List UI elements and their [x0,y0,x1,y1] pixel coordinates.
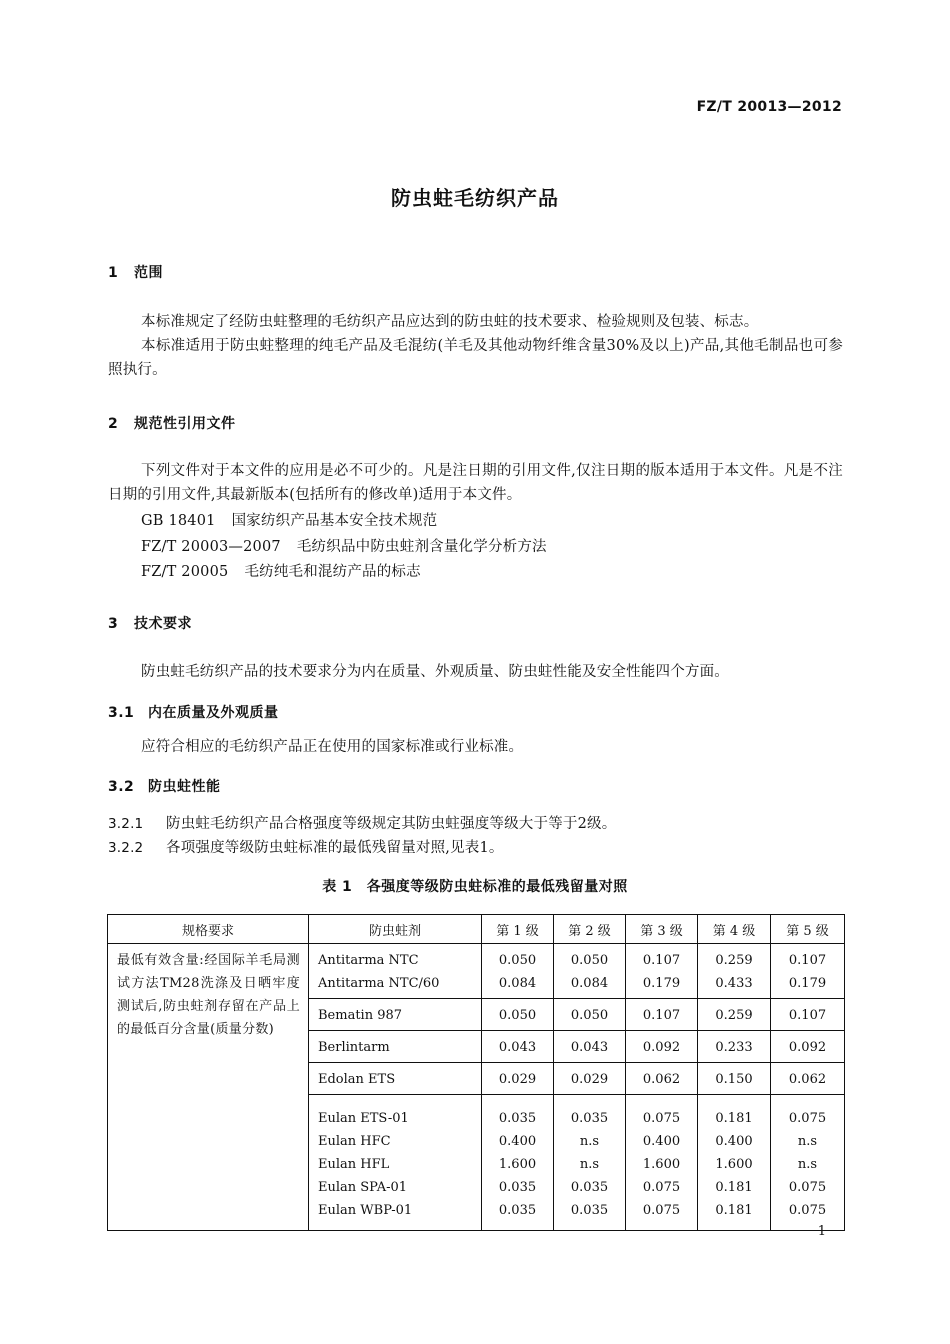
grade-value: 0.084 [570,976,609,991]
section-number: 2 [108,416,119,432]
grade-value-cell [698,944,771,999]
column-header: 第 1 级 [482,915,554,944]
column-header: 防虫蛀剂 [309,915,482,944]
section-1-paragraph-2: 本标准适用于防虫蛀整理的纯毛产品及毛混纺(羊毛及其他动物纤维含量30%及以上)产品,其他毛制品也可参照执行。 [108,338,843,378]
clause-text: 各项强度等级防虫蛀标准的最低残留量对照,见表1。 [166,840,504,856]
section-title: 防虫蛀性能 [148,779,221,795]
grade-value-cell [698,1031,771,1063]
grade-value: 0.075 [642,1180,681,1195]
reference-name: 国家纺织产品基本安全技术规范 [231,513,438,529]
section-1-heading [108,262,163,282]
grade-value-cell [771,944,845,999]
column-header: 规格要求 [108,915,309,944]
table-header-row [108,915,845,944]
agent-cell [309,1031,482,1063]
section-3-paragraph-1: 防虫蛀毛纺织产品的技术要求分为内在质量、外观质量、防虫蛀性能及安全性能四个方面。 [141,664,729,680]
grade-value-cell [554,944,626,999]
grade-value-cell [626,999,698,1031]
grade-value: 0.181 [715,1203,753,1218]
grade-value: 0.035 [570,1180,609,1195]
grade-value: 1.600 [498,1157,537,1172]
grade-value: 0.035 [498,1111,537,1126]
grade-value: 0.075 [788,1111,827,1126]
grade-value-cell [698,1095,771,1231]
section-2-paragraph-1: 下列文件对于本文件的应用是必不可少的。凡是注日期的引用文件,仅注日期的版本适用于本文件。凡是不注日期的引用文件,其最新版本(包括所有的修改单)适用于本文件。 [108,463,843,503]
section-2-heading [108,413,236,433]
grade-value: 0.035 [570,1203,609,1218]
grade-value: 0.050 [570,1008,609,1023]
agent-name: Bematin 987 [318,1008,403,1023]
grade-value-cell [482,1031,554,1063]
agent-cell [309,944,482,999]
grade-value: 0.092 [642,1040,681,1055]
grade-value-cell [626,1031,698,1063]
section-3-heading [108,613,192,633]
section-title: 技术要求 [134,616,192,632]
grade-value: 0.259 [715,953,753,968]
reference-code: FZ/T 20003—2007 [141,539,281,555]
agent-name: Antitarma NTC [318,953,419,968]
grade-value: 0.029 [570,1072,609,1087]
agent-cell [309,999,482,1031]
grade-value: 0.084 [498,976,537,991]
grade-value-cell [482,1063,554,1095]
agent-name: Eulan SPA-01 [318,1180,408,1195]
grade-value: 0.075 [788,1180,827,1195]
grade-value: 0.050 [498,953,537,968]
grade-value-cell [554,1095,626,1231]
grade-value-cell [554,1063,626,1095]
grade-value: 0.179 [788,976,827,991]
grade-value: 0.075 [788,1203,827,1218]
normative-reference [141,509,437,533]
reference-code: GB 18401 [141,513,216,529]
grade-value-cell [554,1031,626,1063]
grade-value: 0.062 [788,1072,827,1087]
grade-value-cell [482,1095,554,1231]
grade-value-cell [482,944,554,999]
grade-value-cell [626,944,698,999]
agent-name: Berlintarm [318,1040,390,1055]
grade-value: n.s [797,1157,818,1172]
grade-value: 0.107 [788,953,827,968]
clause-number: 3.2.1 [108,816,144,832]
grade-value-cell [698,999,771,1031]
table-1-caption: 表 1 各强度等级防虫蛀标准的最低残留量对照 [322,879,628,895]
section-title: 规范性引用文件 [134,416,236,432]
normative-reference [141,560,421,584]
normative-reference [141,535,547,559]
agent-name: Eulan WBP-01 [318,1203,413,1218]
column-header: 第 3 级 [626,915,698,944]
agent-cell [309,1095,482,1231]
clause-3-2-1 [108,812,616,836]
section-3-2-heading [108,776,221,796]
grade-value: 0.075 [642,1203,681,1218]
grade-value: 0.233 [715,1040,753,1055]
agent-name: Antitarma NTC/60 [318,976,440,991]
grade-value: 0.400 [498,1134,537,1149]
grade-value: 0.062 [642,1072,681,1087]
grade-value: 0.043 [570,1040,609,1055]
grade-value-cell [771,1063,845,1095]
grade-value: 0.433 [715,976,753,991]
grade-value: 0.150 [715,1072,753,1087]
grade-value: 0.181 [715,1180,753,1195]
section-3-1-heading [108,702,279,722]
reference-name: 毛纺纯毛和混纺产品的标志 [244,564,421,580]
grade-value: 0.035 [498,1203,537,1218]
section-title: 内在质量及外观质量 [148,705,279,721]
reference-code: FZ/T 20005 [141,564,229,580]
grade-value: 0.043 [498,1040,537,1055]
standard-code: FZ/T 20013—2012 [696,99,842,115]
clause-text: 防虫蛀毛纺织产品合格强度等级规定其防虫蛀强度等级大于等于2级。 [166,816,617,832]
grade-value: 0.035 [570,1111,609,1126]
grade-value: 0.029 [498,1072,537,1087]
grade-value: 0.050 [498,1008,537,1023]
table-row [108,944,845,999]
grade-value: 0.075 [642,1111,681,1126]
grade-value-cell [626,1095,698,1231]
grade-value: 0.259 [715,1008,753,1023]
grade-value: 0.107 [642,1008,681,1023]
grade-value-cell [554,999,626,1031]
section-3-1-paragraph: 应符合相应的毛纺织产品正在使用的国家标准或行业标准。 [141,739,524,755]
grade-value-cell [771,1031,845,1063]
grade-value: n.s [579,1134,600,1149]
grade-value-cell [698,1063,771,1095]
section-1-paragraph-1: 本标准规定了经防虫蛀整理的毛纺织产品应达到的防虫蛀的技术要求、检验规则及包装、标志。 [141,314,759,330]
grade-value: 0.400 [642,1134,681,1149]
grade-value: 0.400 [715,1134,753,1149]
page-number: 1 [817,1224,826,1239]
grade-value: 0.092 [788,1040,827,1055]
requirement-cell: 最低有效含量:经国际羊毛局测试方法TM28洗涤及日晒牢度测试后,防虫蛀剂存留在产品上的最低百分含量(质量分数) [108,944,309,1231]
grade-value: n.s [579,1157,600,1172]
column-header: 第 2 级 [554,915,626,944]
residue-table [107,914,845,1231]
grade-value: 1.600 [642,1157,681,1172]
section-number: 3.2 [108,779,135,795]
clause-number: 3.2.2 [108,840,144,856]
grade-value-cell [771,1095,845,1231]
grade-value: 1.600 [715,1157,753,1172]
grade-value-cell [771,999,845,1031]
table-body [108,944,845,1231]
column-header: 第 4 级 [698,915,771,944]
section-number: 3.1 [108,705,135,721]
agent-name: Eulan ETS-01 [318,1111,409,1126]
section-title: 范围 [134,265,163,281]
grade-value: 0.050 [570,953,609,968]
grade-value-cell [482,999,554,1031]
grade-value: 0.179 [642,976,681,991]
clause-3-2-2 [108,836,504,860]
agent-name: Eulan HFC [318,1134,391,1149]
agent-cell [309,1063,482,1095]
section-number: 3 [108,616,119,632]
grade-value: 0.107 [788,1008,827,1023]
reference-name: 毛纺织品中防虫蛀剂含量化学分析方法 [296,539,547,555]
grade-value: 0.107 [642,953,681,968]
column-header: 第 5 级 [771,915,845,944]
grade-value-cell [626,1063,698,1095]
grade-value: 0.181 [715,1111,753,1126]
agent-name: Edolan ETS [318,1072,396,1087]
grade-value: 0.035 [498,1180,537,1195]
agent-name: Eulan HFL [318,1157,390,1172]
document-title: 防虫蛀毛纺织产品 [391,186,559,210]
grade-value: n.s [797,1134,818,1149]
section-number: 1 [108,265,119,281]
